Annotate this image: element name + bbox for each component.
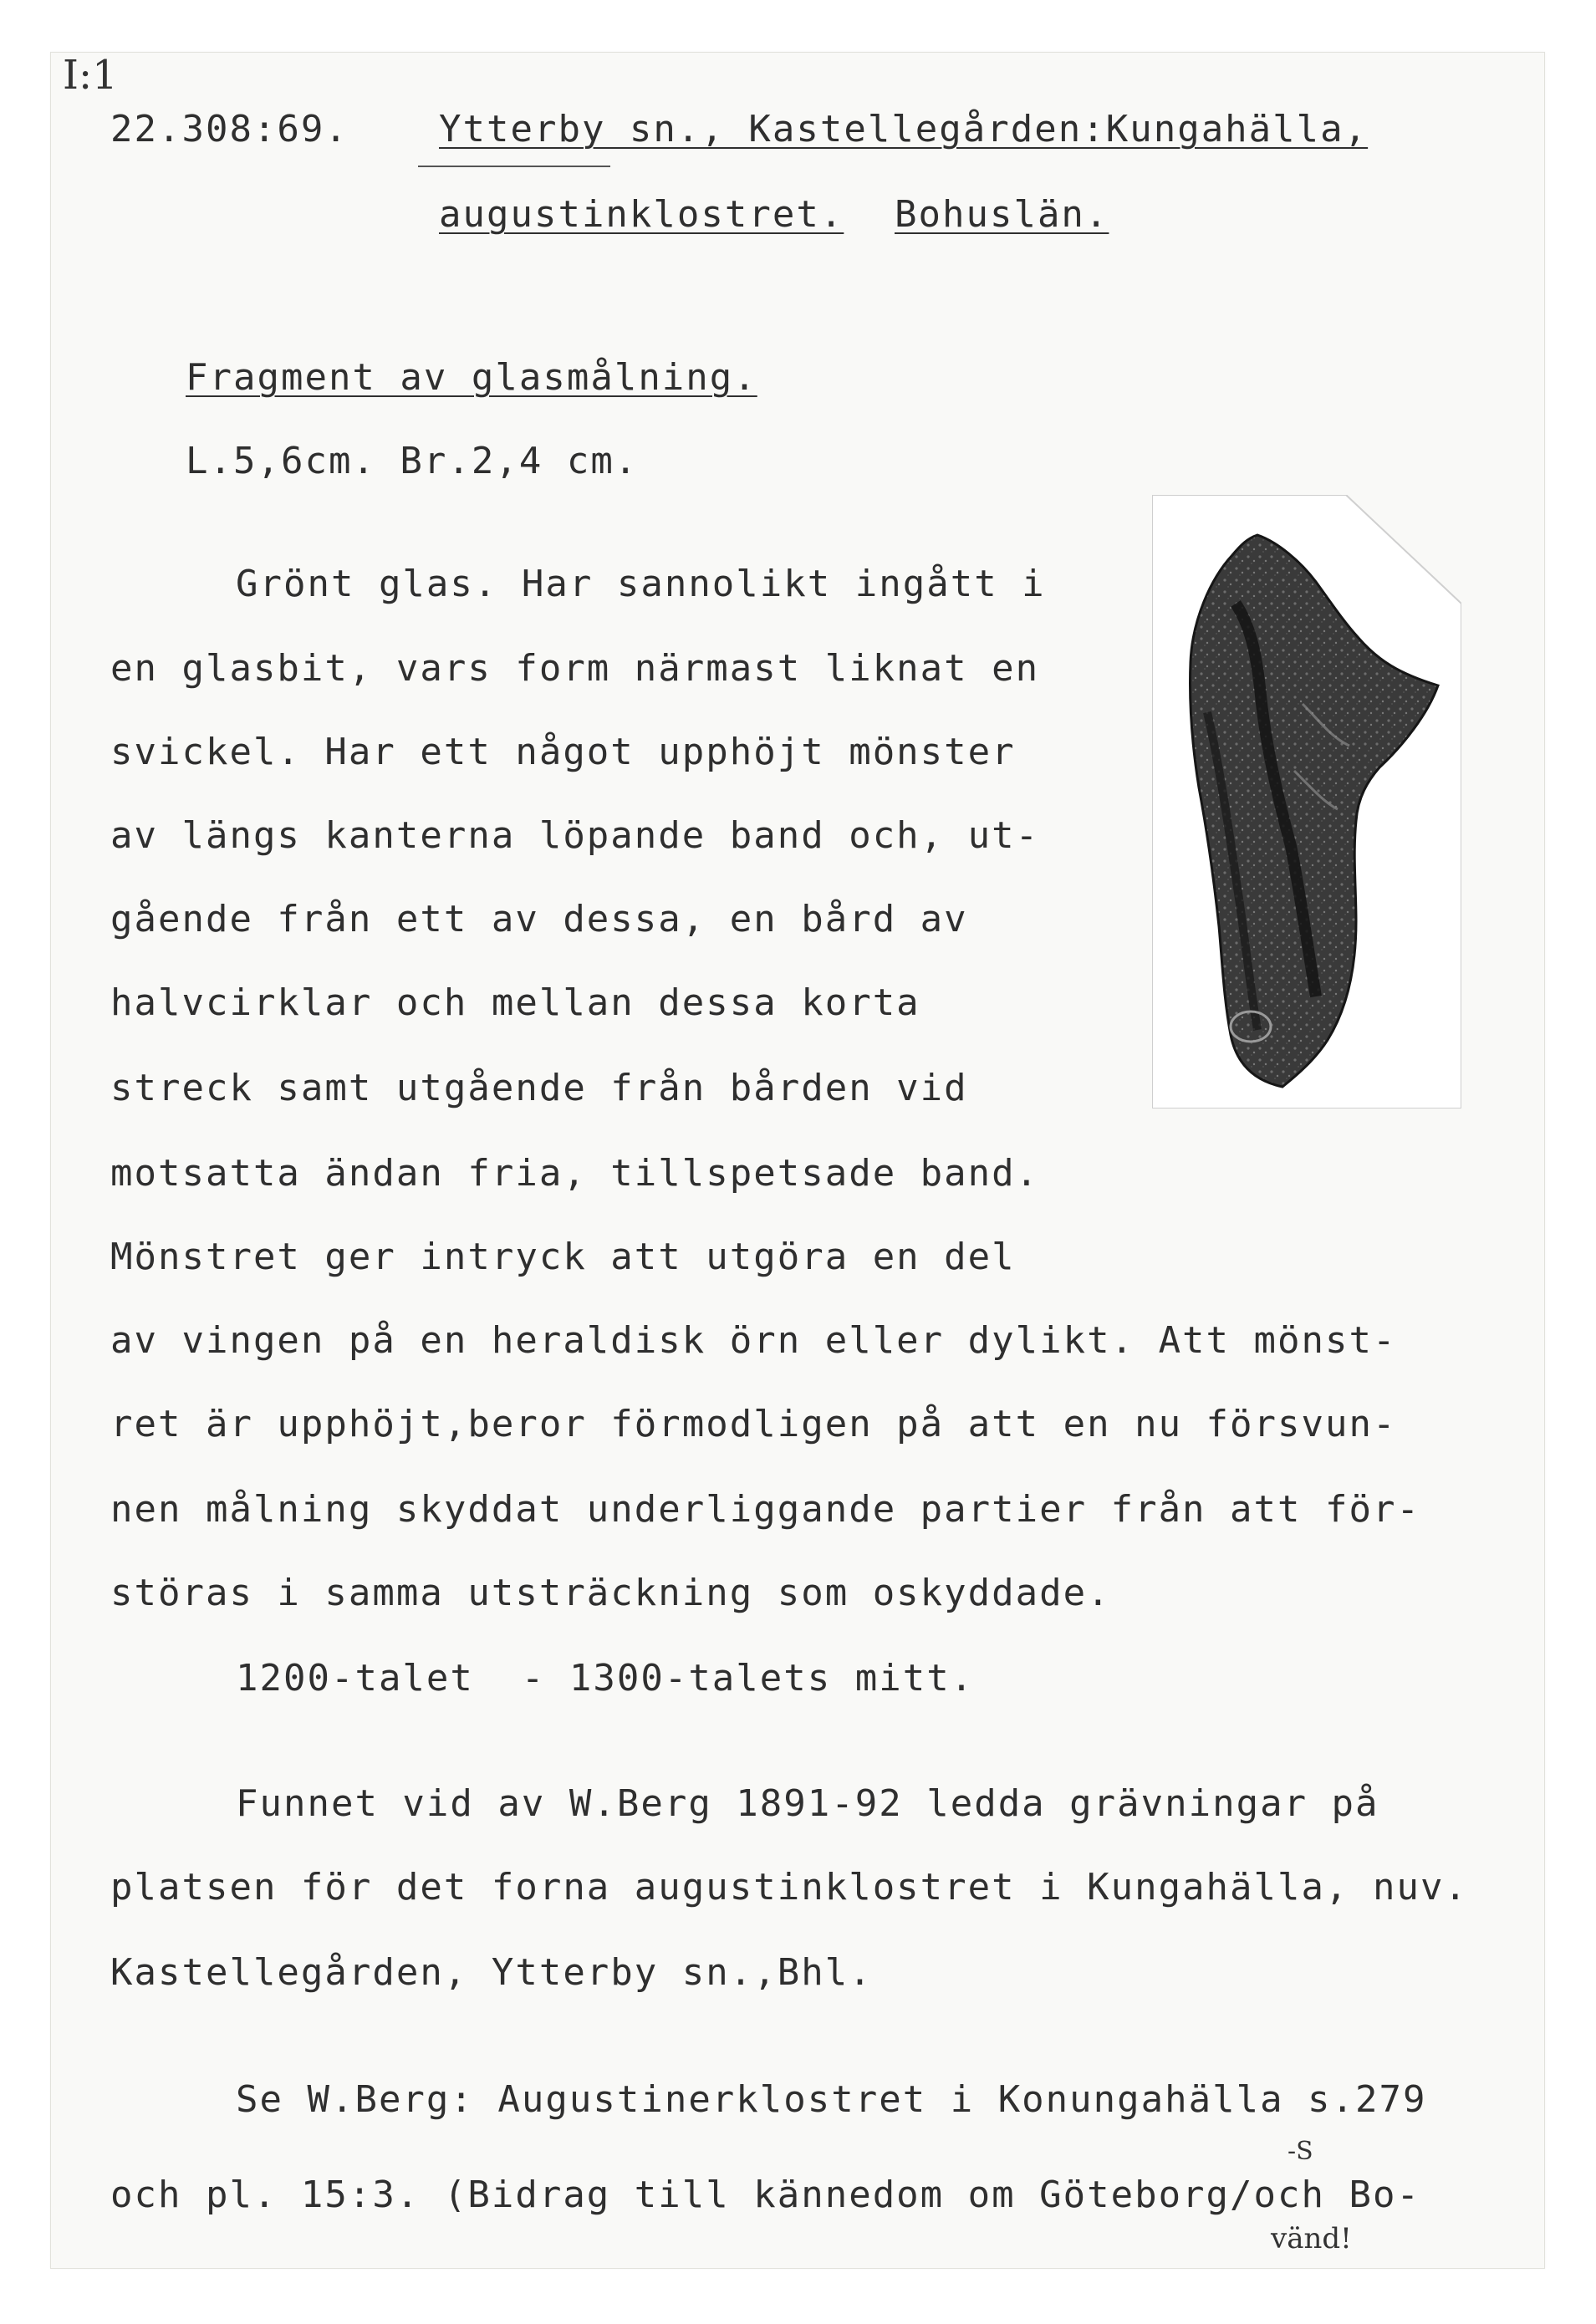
handwritten-note: vänd! bbox=[1271, 2222, 1352, 2255]
find-line: Kastellegården, Ytterby sn.,Bhl. bbox=[110, 1951, 873, 1994]
description-line: halvcirklar och mellan dessa korta bbox=[110, 981, 920, 1024]
reference-line: och pl. 15:3. (Bidrag till kännedom om Göteborg/och Bo- bbox=[110, 2174, 1420, 2216]
description-line: störas i samma utsträckning som oskyddade. bbox=[110, 1572, 1111, 1614]
description-line: en glasbit, vars form närmast liknat en bbox=[110, 647, 1040, 690]
location-line-2a: augustinklostret. bbox=[439, 193, 844, 236]
handwritten-mark: -S bbox=[1288, 2137, 1313, 2166]
catalog-number: 22.308:69. bbox=[110, 108, 349, 150]
location-line-1: Ytterby sn., Kastellegården:Kungahälla, bbox=[439, 108, 1369, 150]
description-line: Mönstret ger intryck att utgöra en del bbox=[110, 1236, 1016, 1278]
description-line: Grönt glas. Har sannolikt ingått i bbox=[236, 563, 1046, 605]
find-line: platsen för det forna augustinklostret i Kungahälla, nuv. bbox=[110, 1866, 1468, 1909]
description-line: ret är upphöjt,beror förmodligen på att en nu försvun- bbox=[110, 1403, 1397, 1445]
object-title: Fragment av glasmålning. bbox=[186, 356, 757, 399]
description-line: av längs kanterna löpande band och, ut- bbox=[110, 814, 1040, 857]
corner-mark: I:1 bbox=[63, 52, 118, 99]
description-line: av vingen på en heraldisk örn eller dylikt. Att mönst- bbox=[110, 1319, 1397, 1362]
header-rule bbox=[418, 166, 610, 167]
description-line: gående från ett av dessa, en bård av bbox=[110, 898, 968, 940]
reference-line: Se W.Berg: Augustinerklostret i Konungahälla s.279 bbox=[236, 2078, 1427, 2121]
description-line: svickel. Har ett något upphöjt mönster bbox=[110, 731, 1016, 773]
object-dimensions: L.5,6cm. Br.2,4 cm. bbox=[186, 440, 639, 482]
location-line-2b: Bohuslän. bbox=[895, 193, 1109, 236]
dating: 1200-talet - 1300-talets mitt. bbox=[236, 1657, 975, 1700]
description-line: streck samt utgående från bården vid bbox=[110, 1067, 968, 1109]
glass-fragment-photo bbox=[1152, 495, 1461, 1108]
description-line: nen målning skyddat underliggande partier från att för- bbox=[110, 1488, 1420, 1531]
description-line: motsatta ändan fria, tillspetsade band. bbox=[110, 1152, 1040, 1195]
find-line: Funnet vid av W.Berg 1891-92 ledda grävningar på bbox=[236, 1782, 1379, 1825]
